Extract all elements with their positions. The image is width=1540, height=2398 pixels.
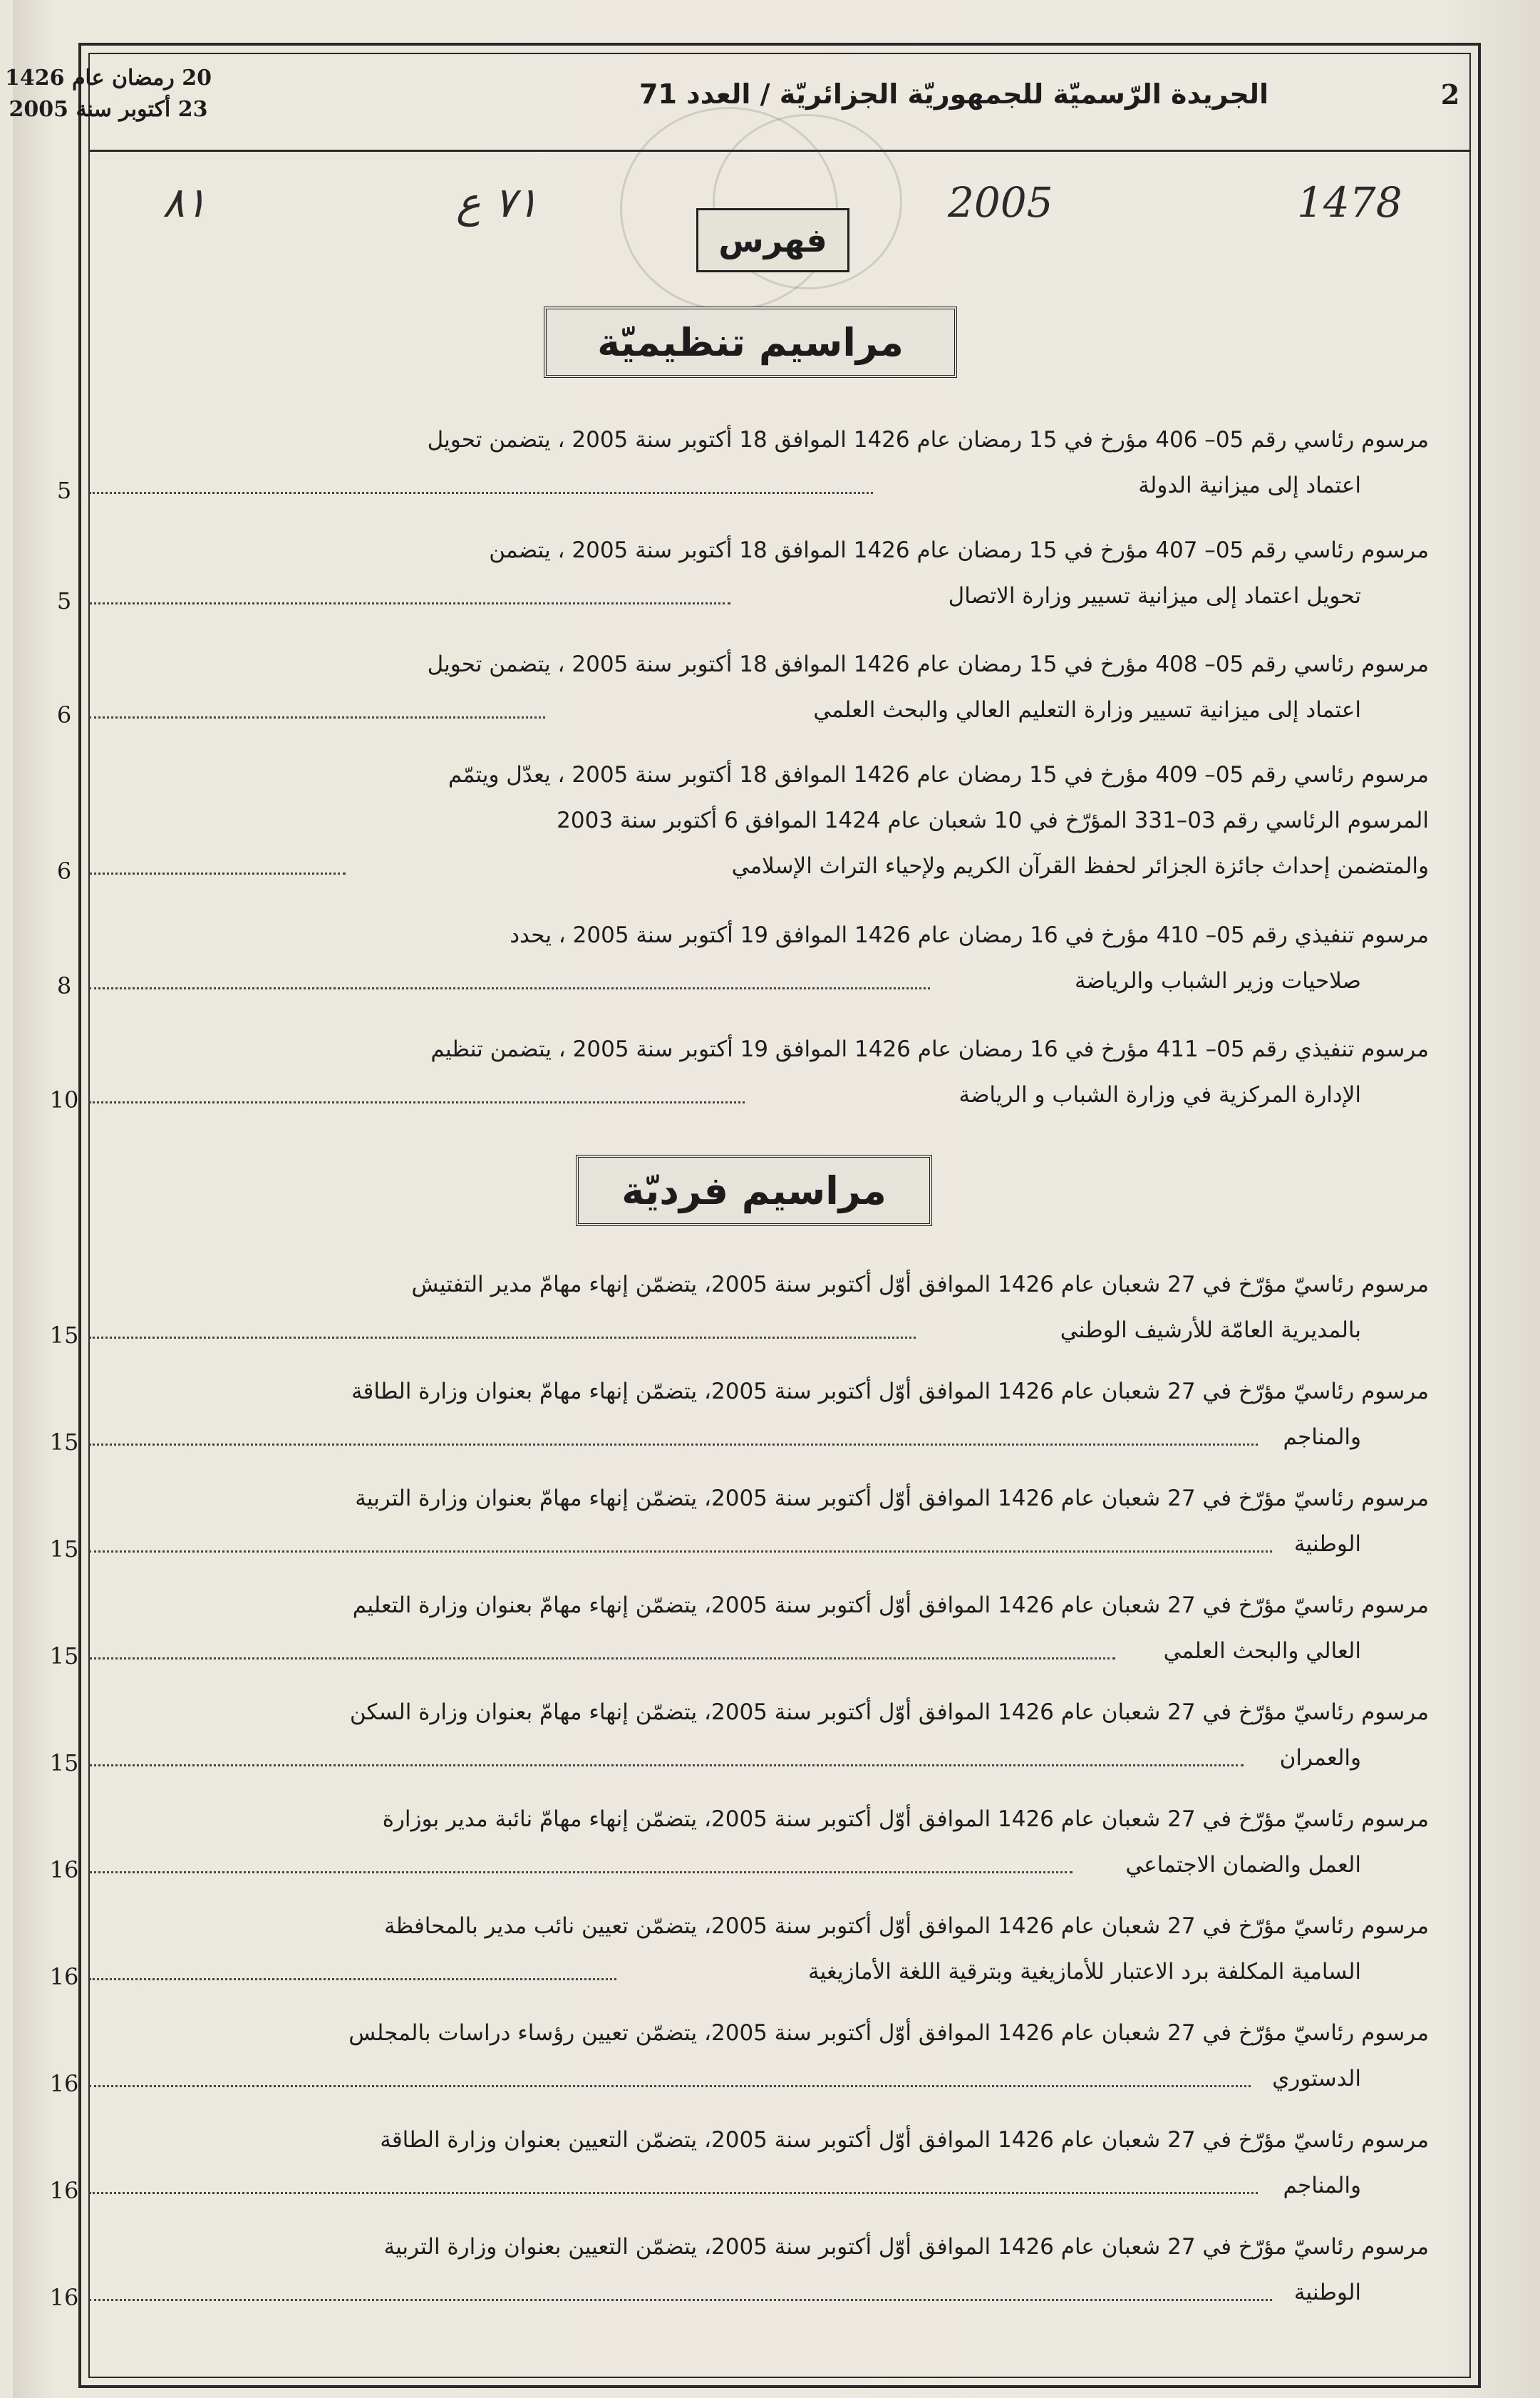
toc-entry-text	[43, 2117, 1429, 2208]
toc-entry-text	[43, 2224, 1429, 2315]
toc-page-number: 6	[56, 858, 72, 885]
toc-entry-text	[43, 752, 1429, 889]
toc-entry-line: مرسوم رئاسيّ مؤرّخ في 27 شعبان عام 1426 الموافق أوّل أكتوبر سنة 2005، يتضمّن إنهاء مهامّ نائبة مدير بوزارة	[382, 1806, 1429, 1832]
toc-leader-dots	[89, 716, 545, 719]
index-title: فهرس	[696, 208, 849, 272]
toc-leader-dots	[89, 1871, 1073, 1873]
toc-entry-line: مرسوم رئاسيّ مؤرّخ في 27 شعبان عام 1426 الموافق أوّل أكتوبر سنة 2005، يتضمّن إنهاء مهامّ مدير التفتيش	[411, 1272, 1429, 1297]
toc-leader-dots	[89, 1657, 1115, 1659]
toc-entry-text	[43, 1476, 1429, 1567]
toc-entry-line: مرسوم رئاسيّ مؤرّخ في 27 شعبان عام 1426 الموافق أوّل أكتوبر سنة 2005، يتضمّن إنهاء مهامّ بعنوان وزارة التعليم	[352, 1592, 1429, 1618]
toc-entry-text	[43, 1026, 1429, 1118]
toc-entry-line: والمتضمن إحداث جائزة الجزائر لحفظ القرآن الكريم ولإحياء التراث الإسلامي	[731, 853, 1429, 879]
toc-leader-dots	[89, 602, 730, 604]
toc-entry-line: مرسوم رئاسي رقم 05– 407 مؤرخ في 15 رمضان عام 1426 الموافق 18 أكتوبر سنة 2005 ، يتضمن	[489, 537, 1429, 563]
toc-page-number: 16	[49, 2284, 79, 2311]
toc-leader-dots	[89, 492, 873, 494]
toc-entry-line: مرسوم رئاسيّ مؤرّخ في 27 شعبان عام 1426 الموافق أوّل أكتوبر سنة 2005، يتضمّن تعيين نائب مدير بالمحافظة	[383, 1913, 1429, 1939]
header-date-hijri: 20 رمضان عام 1426	[5, 66, 212, 91]
toc-entry[interactable]	[43, 2010, 1429, 2101]
toc-entry-text	[43, 1369, 1429, 1460]
toc-entry-line: صلاحيات وزير الشباب والرياضة	[1074, 968, 1361, 994]
toc-entry-line: مرسوم رئاسيّ مؤرّخ في 27 شعبان عام 1426 الموافق أوّل أكتوبر سنة 2005، يتضمّن التعيين بعنوان وزارة الطاقة	[380, 2127, 1429, 2153]
toc-entry[interactable]	[43, 1689, 1429, 1781]
toc-entry[interactable]	[43, 417, 1429, 508]
toc-entry-line: مرسوم رئاسيّ مؤرّخ في 27 شعبان عام 1426 الموافق أوّل أكتوبر سنة 2005، يتضمّن التعيين بعنوان وزارة التربية	[383, 2234, 1429, 2260]
toc-entry-line: والمناجم	[1283, 1424, 1361, 1450]
toc-leader-dots	[89, 2192, 1258, 2194]
toc-entry-line: مرسوم تنفيذي رقم 05– 411 مؤرخ في 16 رمضان عام 1426 الموافق 19 أكتوبر سنة 2005 ، يتضمن تنظيم	[430, 1036, 1429, 1062]
toc-page-number: 16	[49, 1856, 79, 1883]
toc-page-number: 16	[49, 2177, 79, 2204]
toc-entry-line: السامية المكلفة برد الاعتبار للأمازيغية وبترقية اللغة الأمازيغية	[808, 1959, 1361, 1985]
toc-entry-text	[43, 642, 1429, 733]
toc-entry[interactable]	[43, 1903, 1429, 1995]
toc-page-number: 6	[56, 701, 72, 729]
toc-entry-line: الوطنية	[1293, 1531, 1361, 1557]
toc-entry[interactable]	[43, 642, 1429, 733]
header-date-gregorian: 23 أكتوبر سنة 2005	[9, 97, 208, 122]
toc-page-number: 15	[49, 1642, 79, 1669]
toc-entry-text	[43, 1903, 1429, 1995]
toc-leader-dots	[89, 1550, 1272, 1553]
toc-entry-text	[43, 912, 1429, 1004]
toc-leader-dots	[89, 1978, 616, 1980]
toc-entry-line: العالي والبحث العلمي	[1163, 1638, 1361, 1664]
header-divider	[88, 150, 1471, 152]
toc-page-number: 5	[56, 587, 72, 614]
toc-leader-dots	[89, 1444, 1258, 1446]
toc-entry[interactable]	[43, 752, 1429, 889]
handwritten-note: 2005	[948, 178, 1053, 227]
toc-entry[interactable]	[43, 1796, 1429, 1888]
handwritten-note: ٧١ ع	[456, 178, 539, 227]
header-title: الجريدة الرّسميّة للجمهوريّة الجزائريّة / العدد 71	[639, 78, 1268, 110]
toc-entry-line: اعتماد إلى ميزانية تسيير وزارة التعليم العالي والبحث العلمي	[813, 697, 1361, 723]
toc-entry[interactable]	[43, 1583, 1429, 1674]
toc-entry-line: الدستوري	[1272, 2066, 1361, 2091]
toc-entry[interactable]	[43, 1476, 1429, 1567]
toc-entry[interactable]	[43, 1262, 1429, 1353]
toc-entry-line: مرسوم رئاسيّ مؤرّخ في 27 شعبان عام 1426 الموافق أوّل أكتوبر سنة 2005، يتضمّن إنهاء مهامّ بعنوان وزارة السكن	[349, 1699, 1429, 1725]
section-heading-individual: مراسيم فرديّة	[576, 1155, 932, 1226]
toc-entry[interactable]	[43, 1369, 1429, 1460]
toc-entry-text	[43, 1262, 1429, 1353]
toc-entry-line: مرسوم رئاسي رقم 05– 406 مؤرخ في 15 رمضان عام 1426 الموافق 18 أكتوبر سنة 2005 ، يتضمن تحويل	[427, 427, 1429, 453]
toc-entry-text	[43, 1583, 1429, 1674]
toc-page-number: 16	[49, 2070, 79, 2097]
toc-page-number: 16	[49, 1963, 79, 1990]
toc-entry[interactable]	[43, 2117, 1429, 2208]
toc-entry[interactable]	[43, 912, 1429, 1004]
toc-entry-line: مرسوم رئاسيّ مؤرّخ في 27 شعبان عام 1426 الموافق أوّل أكتوبر سنة 2005، يتضمّن تعيين رؤساء دراسات بالمجلس	[348, 2020, 1429, 2046]
toc-entry-text	[43, 528, 1429, 619]
toc-entry[interactable]	[43, 1026, 1429, 1118]
toc-entry[interactable]	[43, 2224, 1429, 2315]
header-date	[1, 63, 215, 125]
toc-entry-line: بالمديرية العامّة للأرشيف الوطني	[1060, 1317, 1361, 1343]
handwritten-note: ٨١	[162, 178, 207, 227]
toc-leader-dots	[89, 1101, 745, 1103]
toc-entry-line: والعمران	[1279, 1745, 1361, 1771]
toc-page-number: 15	[49, 1535, 79, 1563]
toc-leader-dots	[89, 2299, 1272, 2301]
toc-entry-line: مرسوم رئاسيّ مؤرّخ في 27 شعبان عام 1426 الموافق أوّل أكتوبر سنة 2005، يتضمّن إنهاء مهامّ بعنوان وزارة الطاقة	[351, 1379, 1429, 1404]
toc-leader-dots	[89, 1764, 1244, 1766]
toc-page-number: 8	[56, 972, 72, 999]
toc-leader-dots	[89, 873, 346, 875]
header-page-number: 2	[1440, 78, 1460, 110]
toc-page-number: 5	[56, 477, 72, 504]
toc-entry-line: مرسوم رئاسي رقم 05– 408 مؤرخ في 15 رمضان عام 1426 الموافق 18 أكتوبر سنة 2005 ، يتضمن تحويل	[427, 652, 1429, 677]
section-heading-regulatory: مراسيم تنظيميّة	[544, 307, 957, 378]
toc-leader-dots	[89, 987, 930, 989]
toc-entry-line: والمناجم	[1283, 2173, 1361, 2198]
handwritten-note: 1478	[1297, 178, 1402, 227]
toc-entry-line: الإدارة المركزية في وزارة الشباب و الرياضة	[958, 1082, 1361, 1108]
toc-entry-text	[43, 1689, 1429, 1781]
toc-page-number: 15	[49, 1322, 79, 1349]
toc-entry-line: تحويل اعتماد إلى ميزانية تسيير وزارة الاتصال	[948, 583, 1361, 609]
toc-entry-text	[43, 2010, 1429, 2101]
toc-entry-line: الوطنية	[1293, 2280, 1361, 2305]
toc-entry-line: المرسوم الرئاسي رقم 03–331 المؤرّخ في 10 شعبان عام 1424 الموافق 6 أكتوبر سنة 2003	[557, 808, 1429, 833]
toc-page-number: 15	[49, 1749, 79, 1776]
toc-entry-line: مرسوم رئاسيّ مؤرّخ في 27 شعبان عام 1426 الموافق أوّل أكتوبر سنة 2005، يتضمّن إنهاء مهامّ بعنوان وزارة التربية	[355, 1486, 1429, 1511]
toc-leader-dots	[89, 1337, 916, 1339]
toc-entry-text	[43, 417, 1429, 508]
toc-entry-line: العمل والضمان الاجتماعي	[1125, 1852, 1361, 1878]
toc-page-number: 10	[49, 1086, 79, 1113]
toc-page-number: 15	[49, 1429, 79, 1456]
toc-entry-line: اعتماد إلى ميزانية الدولة	[1138, 473, 1361, 498]
toc-entry-text	[43, 1796, 1429, 1888]
toc-entry[interactable]	[43, 528, 1429, 619]
toc-leader-dots	[89, 2085, 1251, 2087]
toc-entry-line: مرسوم رئاسي رقم 05– 409 مؤرخ في 15 رمضان عام 1426 الموافق 18 أكتوبر سنة 2005 ، يعدّل ويتمّم	[448, 762, 1429, 788]
toc-entry-line: مرسوم تنفيذي رقم 05– 410 مؤرخ في 16 رمضان عام 1426 الموافق 19 أكتوبر سنة 2005 ، يحدد	[510, 922, 1429, 948]
